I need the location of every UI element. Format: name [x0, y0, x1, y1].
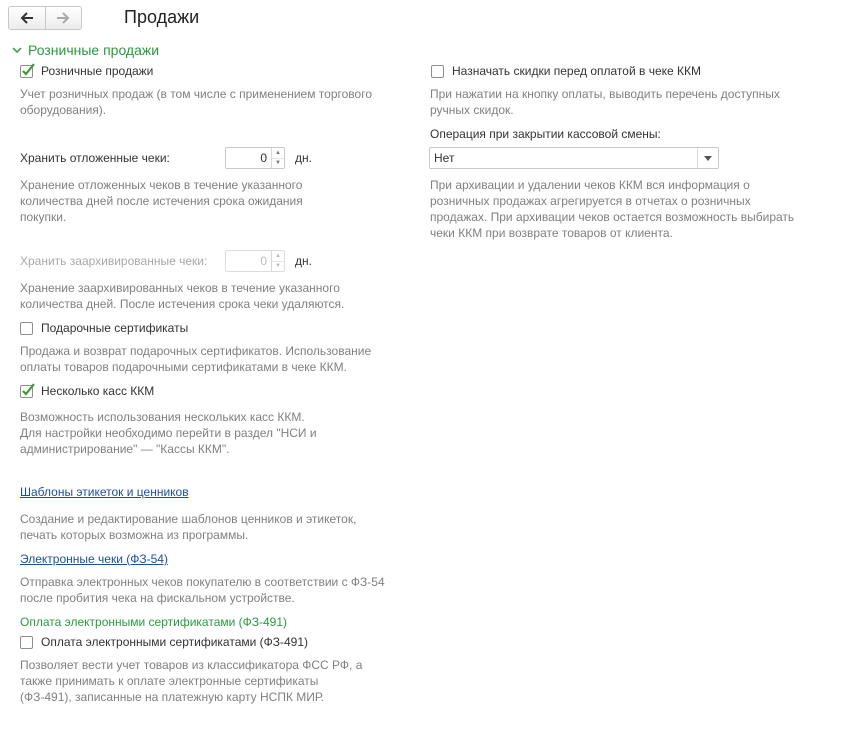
dropdown-arrow-icon[interactable] — [697, 148, 718, 168]
discounts-description: При нажатии на кнопку оплаты, выводить перечень доступных ручных скидок. — [430, 87, 780, 117]
check-icon — [20, 62, 36, 78]
forward-button[interactable] — [45, 7, 82, 29]
spin-up-icon: ▲ — [275, 252, 281, 259]
archived-checks-description: Хранение заархивированных чеков в течение указанного количества дней. После истечения срока чеки удаляются. — [20, 281, 345, 311]
electronic-checks-link[interactable]: Электронные чеки (ФЗ-54) — [20, 552, 168, 566]
chevron-down-icon — [12, 47, 22, 54]
group-title: Розничные продажи — [28, 42, 160, 58]
discounts-label: Назначать скидки перед оплатой в чеке ККМ — [452, 64, 701, 78]
closing-operation-label: Операция при закрытии кассовой смены: — [430, 127, 661, 141]
multi-kkm-checkbox-row[interactable] — [20, 384, 154, 398]
discounts-checkbox-row[interactable] — [431, 64, 701, 78]
discounts-checkbox[interactable] — [431, 65, 444, 78]
electronic-checks-description: Отправка электронных чеков покупателю в соответствии с ФЗ-54 после пробития чека на фискальном устройстве. — [20, 575, 385, 605]
gift-certificates-checkbox-row[interactable] — [20, 321, 188, 335]
e-certificates-checkbox-row[interactable] — [20, 635, 308, 649]
retail-sales-checkbox[interactable] — [20, 65, 33, 78]
templates-description: Создание и редактирование шаблонов ценников и этикеток, печать которых возможна из программы. — [20, 512, 357, 542]
page-title: Продажи — [124, 7, 200, 27]
multi-kkm-label: Несколько касс ККМ — [41, 384, 155, 398]
spin-down-icon[interactable]: ▼ — [272, 158, 284, 169]
archived-checks-days-input: 0 ▲ ▼ — [225, 250, 285, 272]
multi-kkm-checkbox[interactable] — [20, 385, 33, 398]
e-certificates-label: Оплата электронными сертификатами (ФЗ-491) — [41, 635, 309, 649]
retail-sales-checkbox-row[interactable] — [20, 64, 153, 78]
deferred-checks-unit: дн. — [295, 151, 312, 165]
nav-buttons — [8, 6, 82, 30]
group-retail-sales[interactable] — [12, 42, 159, 58]
multi-kkm-description: Возможность использования нескольких касс ККМ. Для настройки необходимо перейти в раздел "НСИ и администрирование" — "Кассы ККМ". — [20, 410, 317, 456]
archived-checks-label: Хранить заархивированные чеки: — [20, 254, 208, 268]
e-certificates-header: Оплата электронными сертификатами (ФЗ-491) — [20, 615, 288, 629]
closing-operation-select[interactable]: Нет — [429, 147, 719, 169]
arrow-right-icon — [56, 12, 70, 24]
arrow-left-icon — [20, 12, 34, 24]
gift-certificates-label: Подарочные сертификаты — [41, 321, 189, 335]
templates-link[interactable]: Шаблоны этикеток и ценников — [20, 485, 189, 499]
check-icon — [20, 382, 36, 398]
deferred-checks-label: Хранить отложенные чеки: — [20, 151, 170, 165]
deferred-checks-days-input[interactable]: 0 ▲ ▼ — [225, 147, 285, 169]
retail-sales-description: Учет розничных продаж (в том числе с применением торгового оборудования). — [20, 87, 372, 117]
retail-sales-label: Розничные продажи — [41, 64, 154, 78]
deferred-checks-description: Хранение отложенных чеков в течение указанного количества дней после истечения срока ожидания покупки. — [20, 178, 303, 224]
gift-certificates-description: Продажа и возврат подарочных сертификатов. Использование оплаты товаров подарочными сертификатами в чеке ККМ. — [20, 344, 372, 374]
back-button[interactable] — [9, 7, 45, 29]
e-certificates-description: Позволяет вести учет товаров из классификатора ФСС РФ, а также принимать к оплате электронные сертификаты (ФЗ-491), записанные на платежную карту НСПК МИР. — [20, 658, 363, 704]
gift-certificates-checkbox[interactable] — [20, 322, 33, 335]
archived-checks-unit: дн. — [295, 254, 312, 268]
spin-up-icon[interactable]: ▲ — [275, 149, 281, 156]
spin-down-icon: ▼ — [272, 261, 284, 272]
e-certificates-checkbox[interactable] — [20, 636, 33, 649]
closing-operation-description: При архивации и удалении чеков ККМ вся информация о розничных продажах агрегируется в отчетах о розничных продажах. При архивации чеков остается возможность выбирать чеки ККМ при возврате товаров от клиента. — [430, 178, 795, 240]
